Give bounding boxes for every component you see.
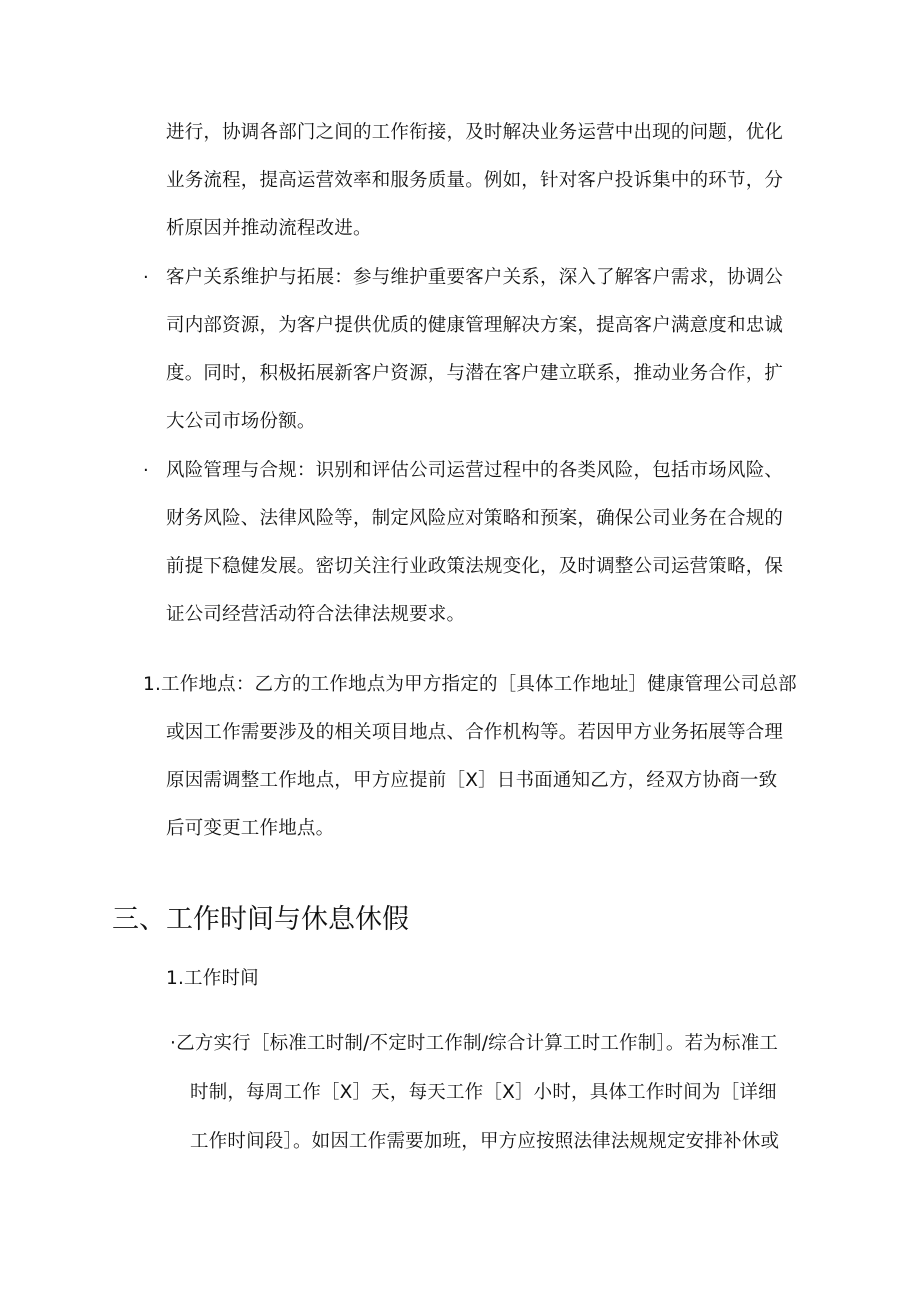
text-line: 1.工作地点：乙方的工作地点为甲方指定的［具体工作地址］健康管理公司总部: [143, 674, 797, 695]
text-line: 析原因并推动流程改进。: [166, 218, 372, 239]
text-line: 风险管理与合规：识别和评估公司运营过程中的各类风险，包括市场风险、: [166, 460, 784, 481]
text-line: ·乙方实行［标准工时制/不定时工作制/综合计算工时工作制］。若为标准工: [170, 1033, 779, 1054]
text-line: 财务风险、法律风险等，制定风险应对策略和预案，确保公司业务在合规的: [166, 508, 784, 529]
text-line: 业务流程，提高运营效率和服务质量。例如，针对客户投诉集中的环节，分: [166, 170, 784, 191]
section-heading: 三、工作时间与休息休假: [112, 904, 409, 935]
text-line: 司内部资源，为客户提供优质的健康管理解决方案，提高客户满意度和忠诚: [166, 315, 784, 336]
text-line: 客户关系维护与拓展：参与维护重要客户关系，深入了解客户需求，协调公: [166, 267, 784, 288]
bullet-marker: ·: [143, 460, 149, 481]
text-line: 原因需调整工作地点，甲方应提前［X］日书面通知乙方，经双方协商一致: [166, 770, 778, 791]
text-line: 后可变更工作地点。: [166, 818, 335, 839]
text-line: 度。同时，积极拓展新客户资源，与潜在客户建立联系，推动业务合作，扩: [166, 363, 784, 384]
text-line: 进行，协调各部门之间的工作衔接，及时解决业务运营中出现的问题，优化: [166, 122, 784, 143]
text-line: 前提下稳健发展。密切关注行业政策法规变化，及时调整公司运营策略，保: [166, 556, 784, 577]
text-line: 工作时间段］。如因工作需要加班，甲方应按照法律法规规定安排补休或: [190, 1131, 780, 1152]
text-line: 证公司经营活动符合法律法规要求。: [166, 604, 466, 625]
text-line: 时制，每周工作［X］天，每天工作［X］小时，具体工作时间为［详细: [190, 1082, 777, 1103]
subheading: 1.工作时间: [166, 968, 259, 989]
text-line: 或因工作需要涉及的相关项目地点、合作机构等。若因甲方业务拓展等合理: [166, 722, 784, 743]
text-line: 大公司市场份额。: [166, 411, 316, 432]
bullet-marker: ·: [143, 267, 149, 288]
